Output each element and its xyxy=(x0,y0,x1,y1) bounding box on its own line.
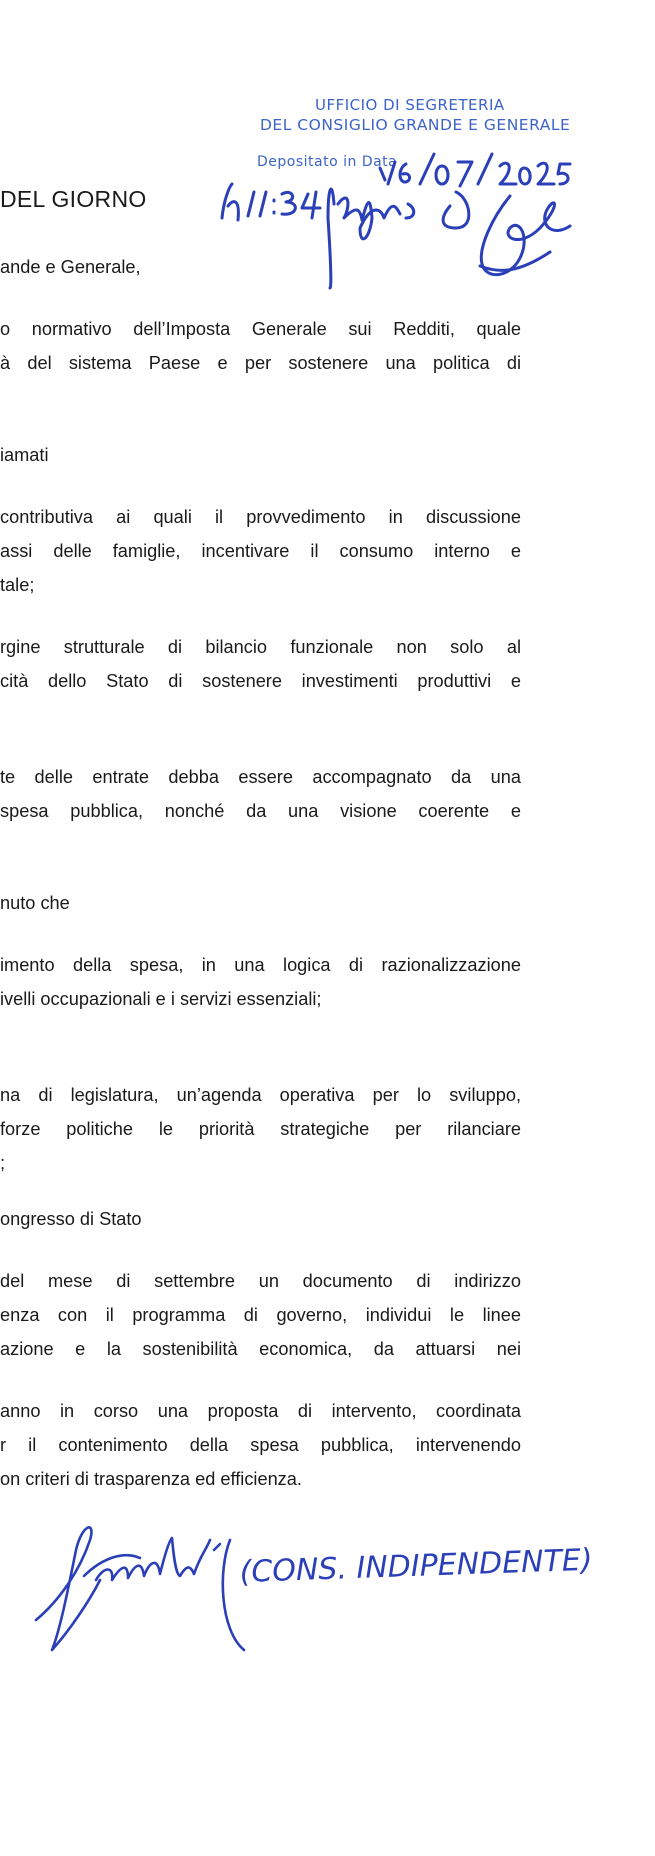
paragraph-block xyxy=(0,886,655,920)
text-line: forze politiche le priorità strategiche per rilanciare xyxy=(0,1119,521,1139)
paragraph-block xyxy=(0,1078,655,1180)
text-line: o normativo dell’Imposta Generale sui Redditi, quale xyxy=(0,319,521,339)
signature-annotation: (CONS. INDIPENDENTE) xyxy=(239,1542,594,1590)
text-line: imento della spesa, in una logica di razionalizzazione xyxy=(0,955,521,975)
text-line: nuto che xyxy=(0,893,70,913)
stamp-office-line: UFFICIO DI SEGRETERIA xyxy=(315,96,505,114)
text-line: ongresso di Stato xyxy=(0,1209,142,1229)
text-line: ivelli occupazionali e i servizi essenziali; xyxy=(0,989,322,1009)
paragraph-block xyxy=(0,500,655,602)
text-line: ande e Generale, xyxy=(0,257,141,277)
text-line: spesa pubblica, nonché da una visione coerente e xyxy=(0,801,521,821)
text-line: ; xyxy=(0,1153,6,1173)
text-line: tale; xyxy=(0,575,35,595)
text-line: iamati xyxy=(0,445,49,465)
text-line: na di legislatura, un’agenda operativa per lo sviluppo, xyxy=(0,1085,521,1105)
text-line: contributiva ai quali il provvedimento in discussione xyxy=(0,507,521,527)
text-line: anno in corso una proposta di intervento, coordinata xyxy=(0,1401,521,1421)
stamp-council-line: DEL CONSIGLIO GRANDE E GENERALE xyxy=(260,116,571,134)
stamp-deposited-line: Depositato in Data xyxy=(257,154,398,170)
text-line: enza con il programma di governo, individui le linee xyxy=(0,1305,521,1325)
text-line: cità dello Stato di sostenere investimenti produttivi e xyxy=(0,671,521,691)
paragraph-block xyxy=(0,312,655,380)
text-line: rgine strutturale di bilancio funzionale non solo al xyxy=(0,637,521,657)
paragraph-block xyxy=(0,1202,655,1236)
text-line: à del sistema Paese e per sostenere una politica di xyxy=(0,353,521,373)
text-line: assi delle famiglie, incentivare il consumo interno e xyxy=(0,541,521,561)
text-line: on criteri di trasparenza ed efficienza. xyxy=(0,1469,302,1489)
paragraph-block xyxy=(0,948,655,1016)
text-line: azione e la sostenibilità economica, da attuarsi nei xyxy=(0,1339,521,1359)
paragraph-block xyxy=(0,760,655,828)
paragraph-block xyxy=(0,250,655,284)
paragraph-block xyxy=(0,1394,655,1496)
text-line: r il contenimento della spesa pubblica, intervenendo xyxy=(0,1435,521,1455)
paragraph-block xyxy=(0,438,655,472)
text-line: del mese di settembre un documento di indirizzo xyxy=(0,1271,521,1291)
document-heading: DEL GIORNO xyxy=(0,186,147,212)
text-line: te delle entrate debba essere accompagnato da una xyxy=(0,767,521,787)
paragraph-block xyxy=(0,630,655,698)
paragraph-block xyxy=(0,1264,655,1366)
handwritten-signature xyxy=(30,1510,630,1660)
